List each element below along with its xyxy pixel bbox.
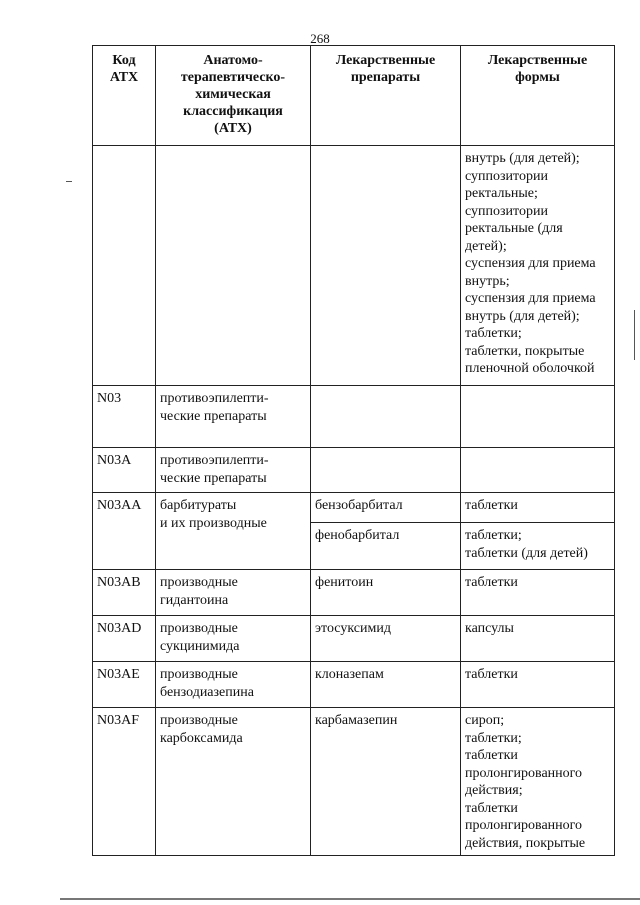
header-classification: Анатомо- терапевтическо- химическая классификация (АТХ) — [156, 46, 311, 146]
table-row-n03aa — [93, 493, 615, 523]
cell-drug: фенобарбитал — [311, 523, 461, 570]
table-row-n03ae — [93, 662, 615, 708]
cell-classification: производные бензодиазепина — [156, 662, 311, 708]
cell-drug: бензобарбитал — [311, 493, 461, 523]
cell-forms: таблетки — [461, 493, 615, 523]
cell-classification: производные гидантоина — [156, 570, 311, 616]
cell-drug — [311, 146, 461, 386]
cell-code: N03A — [93, 448, 156, 493]
scan-mark — [66, 181, 72, 182]
cell-code: N03AA — [93, 493, 156, 570]
cell-forms — [461, 386, 615, 448]
scan-mark — [60, 898, 640, 900]
cell-drug — [311, 448, 461, 493]
table-header-row — [93, 46, 615, 146]
cell-drug: фенитоин — [311, 570, 461, 616]
cell-code: N03AE — [93, 662, 156, 708]
cell-drug: клоназепам — [311, 662, 461, 708]
cell-forms: таблетки; таблетки (для детей) — [461, 523, 615, 570]
cell-drug: этосуксимид — [311, 616, 461, 662]
table-row-n03ab — [93, 570, 615, 616]
cell-classification: производные карбоксамида — [156, 708, 311, 856]
cell-forms: внутрь (для детей); суппозитории ректальные; суппозитории ректальные (для детей); суспензия для приема внутрь; суспензия для приема внутрь (для детей); таблетки; таблетки, покрытые пленочной оболочкой — [461, 146, 615, 386]
header-code: Код АТХ — [93, 46, 156, 146]
table-row-n03 — [93, 386, 615, 448]
cell-classification — [156, 146, 311, 386]
table-row-n03af — [93, 708, 615, 856]
scan-mark — [634, 310, 635, 360]
table-row-n03a — [93, 448, 615, 493]
header-forms: Лекарственные формы — [461, 46, 615, 146]
cell-classification: противоэпилепти- ческие препараты — [156, 386, 311, 448]
cell-code: N03AD — [93, 616, 156, 662]
cell-classification: производные сукцинимида — [156, 616, 311, 662]
atc-medicines-table — [92, 45, 615, 856]
cell-code: N03AF — [93, 708, 156, 856]
cell-forms: таблетки — [461, 570, 615, 616]
cell-classification: барбитураты и их производные — [156, 493, 311, 570]
cell-drug — [311, 386, 461, 448]
cell-forms — [461, 448, 615, 493]
cell-code — [93, 146, 156, 386]
cell-forms: таблетки — [461, 662, 615, 708]
page-number: 268 — [310, 31, 330, 46]
cell-code: N03AB — [93, 570, 156, 616]
table-row-continuation — [93, 146, 615, 386]
cell-drug: карбамазепин — [311, 708, 461, 856]
cell-code: N03 — [93, 386, 156, 448]
cell-classification: противоэпилепти- ческие препараты — [156, 448, 311, 493]
cell-forms: сироп; таблетки; таблетки пролонгированного действия; таблетки пролонгированного действия, покрытые — [461, 708, 615, 856]
table-row-n03ad — [93, 616, 615, 662]
cell-forms: капсулы — [461, 616, 615, 662]
header-drugs: Лекарственные препараты — [311, 46, 461, 146]
